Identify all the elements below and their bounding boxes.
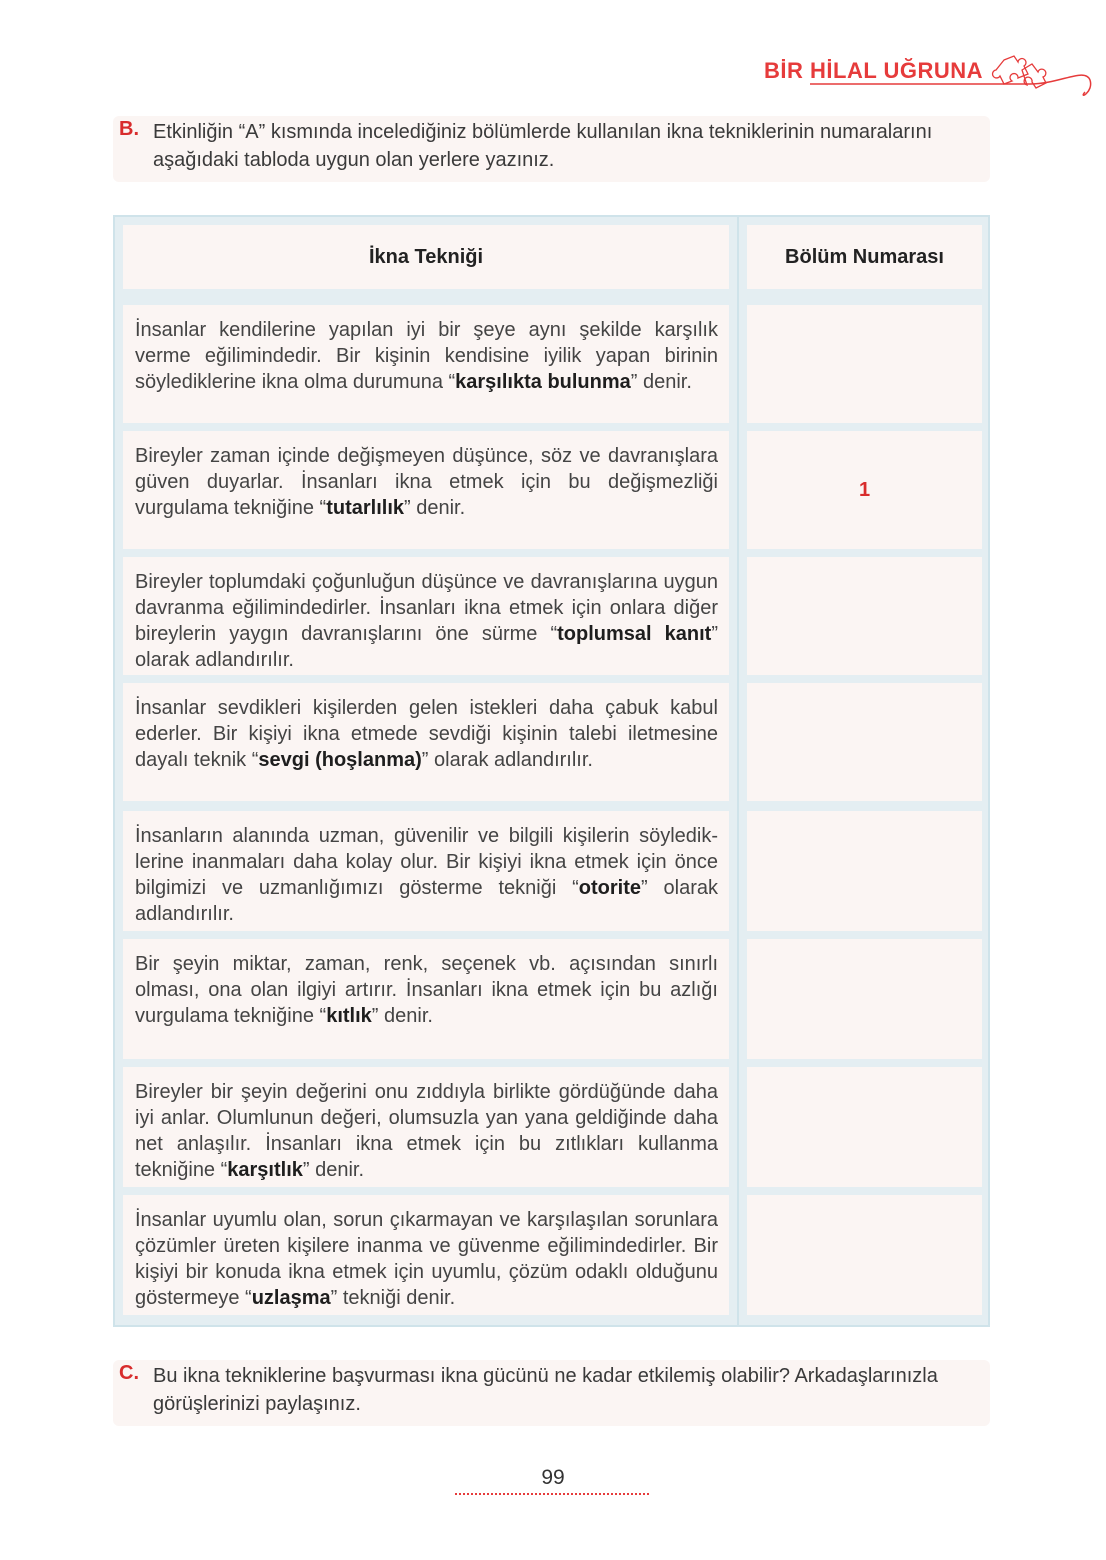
table-row-technique (123, 557, 729, 675)
persuasion-table (113, 215, 990, 1327)
question-letter: B. (119, 118, 139, 140)
question-letter: C. (119, 1362, 139, 1384)
technique-term: tutarlılık (326, 497, 405, 519)
technique-description: Bir şeyin miktar, zaman, renk, seçenek vb. açısından sınırlı olması, ona olan ilgiyi artırır. İnsanları ikna etmek için bu azlığı vurgulama tekniğine “ (135, 953, 718, 1027)
technique-term: otorite (578, 877, 642, 899)
technique-description: İnsanların alanında uzman, güvenilir ve bilgili kişilerin söylediklerine inanmaları daha kolay olur. Bir kişiyi ikna etmek için önce bilgimizi ve uzmanlığımızı gösterme tekniği “ (135, 825, 718, 899)
table-row-technique (123, 305, 729, 423)
technique-description-end: ” denir. (404, 497, 466, 519)
header-section-number: Bölüm Numarası (747, 225, 982, 289)
page-number-decoration (455, 1491, 651, 1497)
technique-description-end: ” olarak adlandırılır. (135, 623, 718, 671)
section-number-cell[interactable] (747, 683, 982, 801)
technique-term: uzlaşma (251, 1287, 331, 1309)
question-text: Etkinliğin “A” kısmında incelediğiniz bölümlerde kullanılan ikna tekniklerinin numaralarını aşağıdaki tabloda uygun olan yerlere yazınız. (153, 121, 933, 171)
table-row-technique (123, 811, 729, 931)
technique-description-end: ” olarak adlandırılır. (421, 749, 593, 771)
technique-description-end: ” tekniği denir. (330, 1287, 456, 1309)
table-row-technique (123, 1195, 729, 1315)
technique-description: Bireyler zaman içinde değişmeyen düşünce, söz ve davranışlara güven duyarlar. İnsanları ikna etmek için bu değişmezliği vurgulama tekniğine “ (135, 445, 718, 519)
question-c (113, 1360, 990, 1426)
table-row-technique (123, 1067, 729, 1187)
technique-description-end: ” denir. (630, 371, 692, 393)
technique-term: toplumsal kanıt (557, 623, 712, 645)
section-number-cell[interactable]: 1 (747, 431, 982, 549)
header-technique: İkna Tekniği (123, 225, 729, 289)
technique-description: Bireyler bir şeyin değerini onu zıddıyla birlikte gördüğünde daha iyi anlar. Olumlunun değeri, olumsuzla yan yana geldiğinde daha net anlaşılır. İnsanları ikna etmek için bu zıtlıkları kullanma tekniğine “ (135, 1081, 718, 1181)
technique-term: kıtlık (326, 1005, 372, 1027)
technique-description: Bireyler toplumdaki çoğunluğun düşünce ve davranışlarına uygun davranma eğilimindedirler. İnsanları ikna etmek için onlara diğer bireylerin yaygın davranışlarını öne sürme “ (135, 571, 718, 645)
table-row-technique (123, 939, 729, 1059)
technique-description-end: ” denir. (302, 1159, 365, 1181)
question-b (113, 116, 990, 182)
column-divider (737, 217, 739, 1325)
technique-description: İnsanlar sevdikleri kişilerden gelen istekleri daha çabuk kabul ederler. Bir kişiyi ikna etmede sevdiği kişinin talebi iletmesine dayalı teknik “ (135, 697, 718, 771)
table-row-technique (123, 683, 729, 801)
technique-description-end: ” olarak adlandırılır. (135, 877, 718, 925)
chapter-header (760, 52, 1100, 102)
technique-description-end: ” denir. (371, 1005, 433, 1027)
question-text: Bu ikna tekniklerine başvurması ikna gücünü ne kadar etkilemiş olabilir? Arkadaşlarınızla görüşlerinizi paylaşınız. (153, 1365, 938, 1415)
technique-description: İnsanlar kendilerine yapılan iyi bir şeye aynı şekilde karşılık verme eğilimindedir. Bir kişinin kendisine iyilik yapan birinin söylediklerine ikna olma durumuna “ (135, 319, 718, 393)
chapter-title: BİR HİLAL UĞRUNA (764, 58, 984, 83)
technique-term: karşıtlık (227, 1159, 303, 1181)
section-number-cell[interactable] (747, 1067, 982, 1187)
section-number-cell[interactable] (747, 1195, 982, 1315)
section-number-cell[interactable] (747, 557, 982, 675)
page-number: 99 (541, 1466, 565, 1489)
technique-term: sevgi (hoşlanma) (258, 749, 422, 771)
technique-description: İnsanlar uyumlu olan, sorun çıkarmayan ve karşılaşılan sorunlara çözümler üreten kişilere inanma ve güvenme eğilimindedirler. Bir kişiyi bir konuda ikna etmek için uyumlu, çözüm odaklı olduğunu göstermeye “ (135, 1209, 718, 1309)
table-row-technique (123, 431, 729, 549)
section-number-cell[interactable] (747, 939, 982, 1059)
section-number-cell[interactable] (747, 305, 982, 423)
section-number-cell[interactable] (747, 811, 982, 931)
technique-term: karşılıkta bulunma (455, 371, 631, 393)
